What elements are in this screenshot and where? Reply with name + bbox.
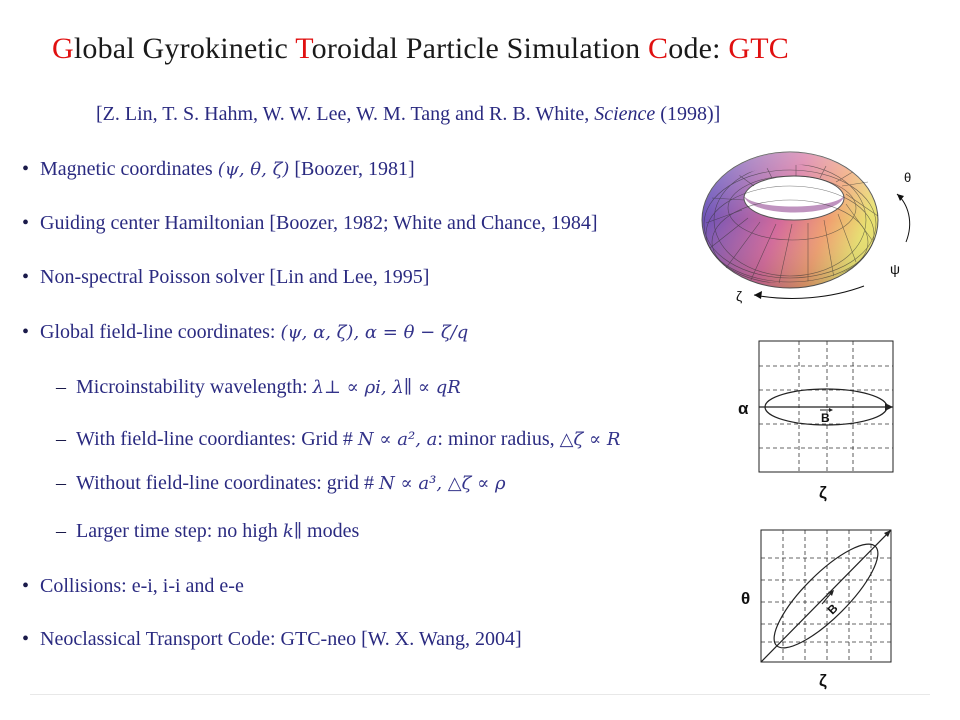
subbullet-text: With field-line coordiantes: Grid # bbox=[76, 428, 358, 450]
bullet-dot: • bbox=[22, 212, 30, 234]
subbullet-text: Without field-line coordinates: grid # bbox=[76, 472, 380, 494]
title-part-3: ode: bbox=[668, 32, 729, 65]
subbullet-text: Larger time step: no high bbox=[76, 520, 283, 542]
title-part-1: lobal Gyrokinetic bbox=[73, 32, 296, 65]
subbullet-without-field-line bbox=[56, 472, 506, 495]
zeta-label: ζ bbox=[819, 483, 827, 502]
title-letter-c: C bbox=[648, 32, 669, 65]
subbullet-math: N ∝ a³, △ζ ∝ ρ bbox=[379, 473, 506, 494]
bullet-dot: • bbox=[22, 321, 30, 343]
bullet-text: Guiding center Hamiltonian [Boozer, 1982; White and Chance, 1984] bbox=[40, 212, 598, 234]
bullet-text: Global field-line coordinates: bbox=[40, 321, 281, 343]
bullet-field-line-coordinates bbox=[22, 321, 468, 344]
subbullet-dash: – bbox=[56, 428, 66, 450]
slide-title bbox=[52, 32, 789, 66]
subbullet-math-2: △ζ ∝ R bbox=[559, 429, 621, 450]
bullet-magnetic-coordinates bbox=[22, 158, 415, 181]
field-line-grid-figure bbox=[735, 338, 905, 508]
subbullet-text-2: modes bbox=[302, 520, 360, 542]
b-label: B bbox=[824, 601, 841, 618]
torus-zeta-label: ζ bbox=[736, 288, 743, 304]
b-label: B bbox=[821, 411, 830, 425]
bullet-ref: [Boozer, 1981] bbox=[289, 158, 415, 180]
citation-authors: [Z. Lin, T. S. Hahm, W. W. Lee, W. M. Tang and R. B. White, bbox=[96, 103, 595, 125]
zeta-label: ζ bbox=[819, 671, 827, 690]
subbullet-with-field-line bbox=[56, 428, 620, 451]
bullet-collisions bbox=[22, 575, 244, 598]
magnetic-grid-figure bbox=[735, 524, 905, 694]
torus-theta-label: θ bbox=[904, 170, 912, 185]
title-letter-g: G bbox=[52, 32, 74, 65]
subbullet-dash: – bbox=[56, 520, 66, 542]
title-acronym: GTC bbox=[728, 32, 790, 65]
theta-arrow bbox=[897, 194, 910, 242]
subbullet-time-step bbox=[56, 520, 359, 543]
subbullet-dash: – bbox=[56, 376, 66, 398]
torus-figure bbox=[692, 138, 922, 316]
title-letter-t: T bbox=[295, 32, 312, 65]
bullet-neoclassical bbox=[22, 628, 522, 651]
subbullet-wavelength bbox=[56, 376, 461, 399]
bullet-text: Neoclassical Transport Code: GTC-neo [W. X. Wang, 2004] bbox=[40, 628, 522, 650]
bullet-dot: • bbox=[22, 575, 30, 597]
bullet-text: Magnetic coordinates bbox=[40, 158, 218, 180]
bullet-dot: • bbox=[22, 628, 30, 650]
bottom-divider bbox=[30, 694, 930, 695]
subbullet-text-2: : minor radius, bbox=[437, 428, 560, 450]
alpha-label: α bbox=[738, 399, 749, 418]
torus-body bbox=[702, 152, 878, 288]
bullet-math: (ψ, α, ζ), α = θ − ζ/q bbox=[280, 322, 469, 343]
bullet-hamiltonian bbox=[22, 212, 598, 235]
citation-journal: Science bbox=[594, 103, 656, 125]
bullet-text: Non-spectral Poisson solver [Lin and Lee, 1995] bbox=[40, 266, 430, 288]
bullet-dot: • bbox=[22, 266, 30, 288]
subbullet-math: N ∝ a², a bbox=[357, 429, 438, 450]
bullet-dot: • bbox=[22, 158, 30, 180]
title-part-2: oroidal Particle Simulation bbox=[311, 32, 649, 65]
subbullet-dash: – bbox=[56, 472, 66, 494]
citation bbox=[96, 103, 720, 126]
bullet-math: (ψ, θ, ζ) bbox=[217, 159, 290, 180]
subbullet-math: λ⊥ ∝ ρi, λ∥ ∝ qR bbox=[312, 377, 461, 398]
torus-psi-label: ψ bbox=[890, 261, 900, 277]
subbullet-math: k∥ bbox=[282, 521, 303, 542]
subbullet-text: Microinstability wavelength: bbox=[76, 376, 313, 398]
bullet-text: Collisions: e-i, i-i and e-e bbox=[40, 575, 244, 597]
theta-label: θ bbox=[741, 589, 751, 608]
zeta-arrow bbox=[754, 286, 864, 299]
bullet-poisson-solver bbox=[22, 266, 429, 289]
citation-year: (1998)] bbox=[655, 103, 721, 125]
